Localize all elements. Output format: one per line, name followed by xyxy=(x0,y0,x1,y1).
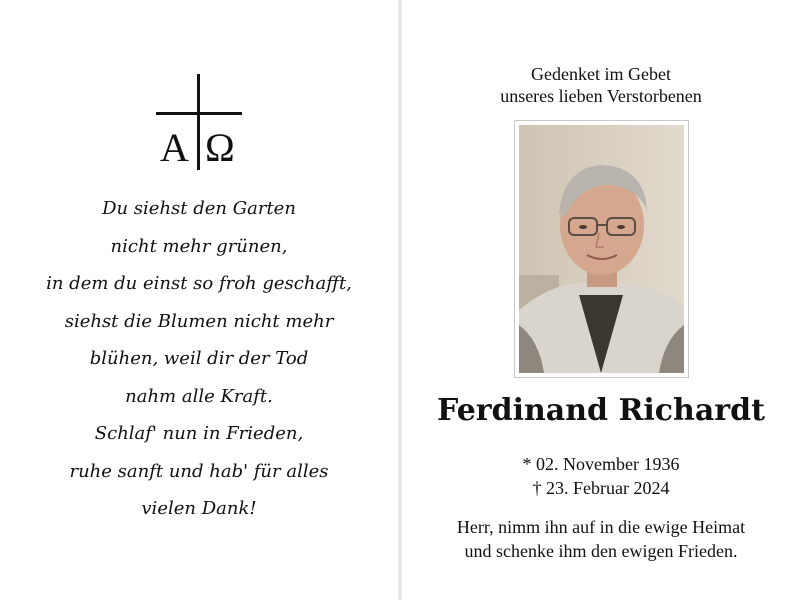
poem-line: nahm alle Kraft. xyxy=(125,385,273,407)
portrait-photo xyxy=(519,125,684,373)
birth-date: * 02. November 1936 xyxy=(522,454,680,474)
intro-text xyxy=(402,63,800,107)
left-page xyxy=(0,0,398,600)
poem-line: Du siehst den Garten xyxy=(102,198,296,219)
closing-prayer xyxy=(402,515,800,563)
intro-line: Gedenket im Gebet xyxy=(531,64,671,84)
prayer-line: Herr, nimm ihn auf in die ewige Heimat xyxy=(456,517,746,537)
alpha-symbol: A xyxy=(160,125,189,170)
portrait-frame xyxy=(514,120,689,378)
death-date: † 23. Februar 2024 xyxy=(532,478,670,498)
cross-horizontal-bar xyxy=(156,112,242,115)
poem-line: in dem du einst so froh geschafft, xyxy=(46,273,352,294)
memorial-poem xyxy=(0,190,398,528)
deceased-name: Ferdinand Richardt xyxy=(437,393,765,428)
poem-line: siehst die Blumen nicht mehr xyxy=(64,310,334,332)
cross-vertical-bar xyxy=(197,74,200,170)
poem-line: nicht mehr grünen, xyxy=(110,235,288,257)
omega-symbol: Ω xyxy=(205,125,235,170)
life-dates xyxy=(402,452,800,500)
poem-line: Schlaf' nun in Frieden, xyxy=(94,423,304,444)
intro-line: unseres lieben Verstorbenen xyxy=(500,86,702,106)
poem-line: vielen Dank! xyxy=(141,498,257,519)
prayer-line: und schenke ihm den ewigen Frieden. xyxy=(464,541,738,561)
poem-line: ruhe sanft und hab' für alles xyxy=(69,460,329,482)
right-page xyxy=(402,0,800,600)
poem-line: blühen, weil dir der Tod xyxy=(89,348,309,369)
